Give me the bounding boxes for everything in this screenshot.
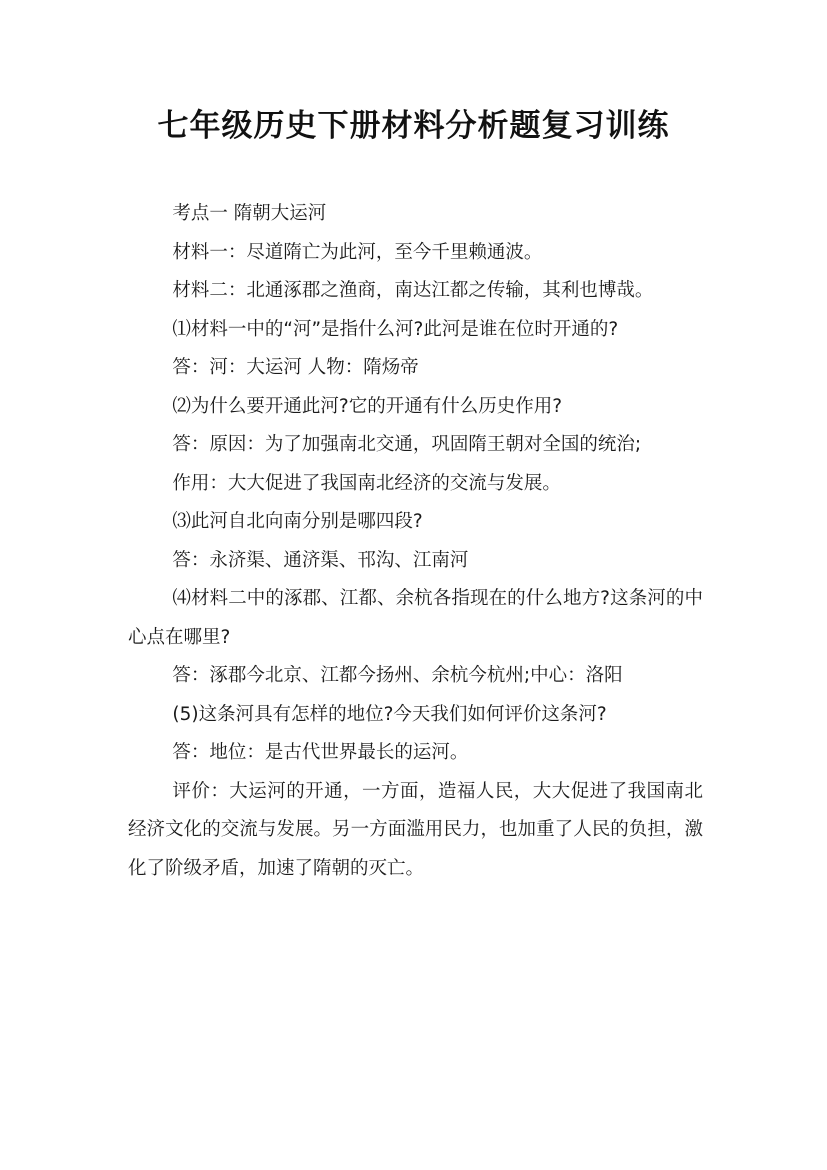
answer-2-reason: 答：原因：为了加强南北交通，巩固隋王朝对全国的统治; [172, 434, 642, 455]
document-body [128, 195, 703, 888]
answer-5-evaluation: 评价：大运河的开通，一方面，造福人民，大大促进了我国南北经济文化的交流与发展。另一方面滥用民力，也加重了人民的负担，激化了阶级矛盾，加速了隋朝的灭亡。 [128, 780, 703, 879]
answer-5-status: 答：地位：是古代世界最长的运河。 [172, 742, 469, 763]
answer-3: 答：永济渠、通济渠、邗沟、江南河 [172, 549, 469, 571]
answer-4: 答：涿郡今北京、江都今扬州、余杭今杭州;中心：洛阳 [172, 665, 623, 686]
question-2: ⑵为什么要开通此河?它的开通有什么历史作用? [172, 395, 563, 417]
question-1: ⑴材料一中的“河”是指什么河?此河是谁在位时开通的? [172, 318, 619, 340]
question-5: (5)这条河具有怎样的地位?今天我们如何评价这条河? [172, 703, 607, 725]
section-heading: 考点一 隋朝大运河 [172, 203, 327, 224]
answer-1: 答：河：大运河 人物：隋炀帝 [172, 357, 419, 378]
answer-2-effect: 作用：大大促进了我国南北经济的交流与发展。 [172, 472, 561, 494]
document-title: 七年级历史下册材料分析题复习训练 [157, 108, 670, 144]
question-3: ⑶此河自北向南分别是哪四段? [172, 511, 423, 532]
question-4: ⑷材料二中的涿郡、江都、余杭各指现在的什么地方?这条河的中心点在哪里? [128, 588, 703, 648]
material-two: 材料二：北通涿郡之渔商，南达江都之传输，其利也博哉。 [172, 280, 654, 301]
material-one: 材料一：尽道隋亡为此河，至今千里赖通波。 [172, 241, 543, 263]
